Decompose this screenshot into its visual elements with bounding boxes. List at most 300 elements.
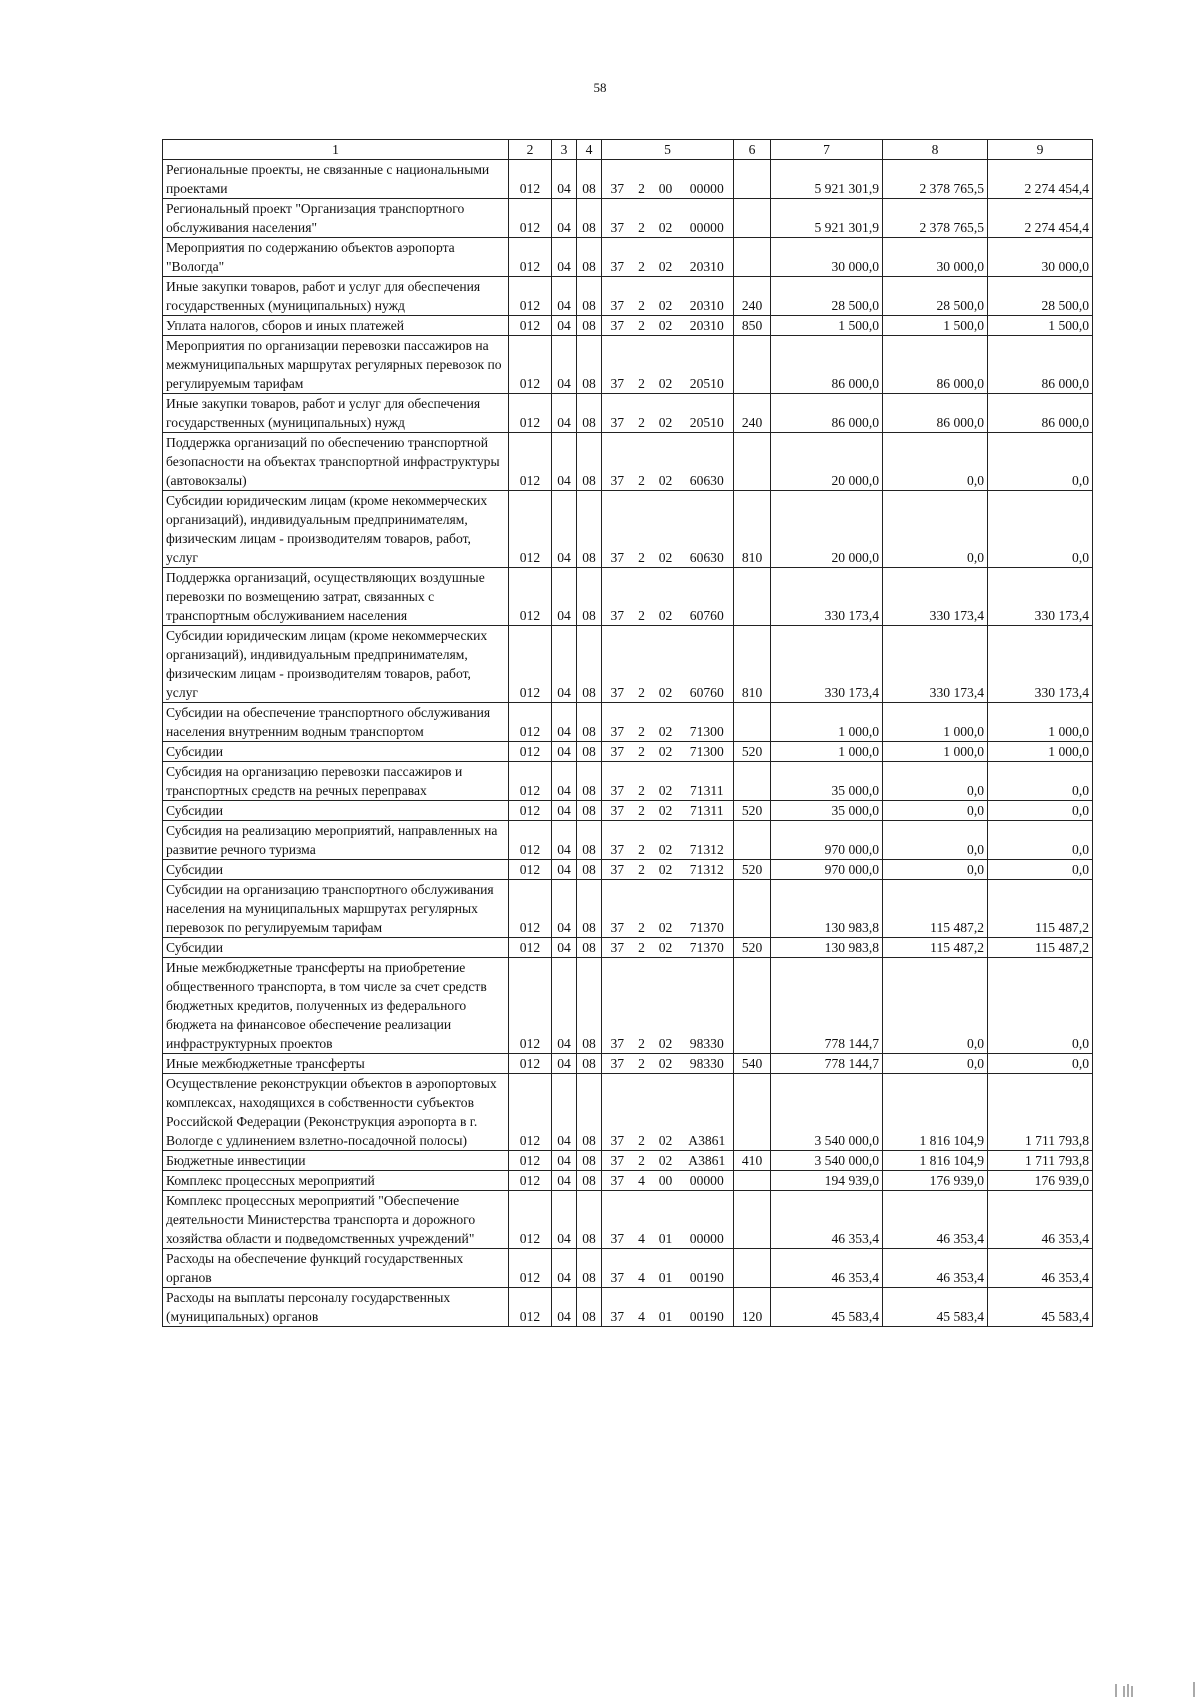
cell-col-3: 04 — [552, 1151, 577, 1171]
cell-col-4: 08 — [577, 938, 602, 958]
cell-col-4: 08 — [577, 742, 602, 762]
cell-col-5-part-1: 37 — [602, 821, 633, 860]
row-label: Расходы на выплаты персоналу государственных (муниципальных) органов — [163, 1288, 509, 1327]
cell-col-5-part-3: 02 — [651, 491, 681, 568]
cell-col-8: 0,0 — [883, 958, 988, 1054]
cell-col-2: 012 — [509, 958, 552, 1054]
cell-col-7: 1 000,0 — [771, 703, 883, 742]
cell-col-5-part-3: 02 — [651, 742, 681, 762]
cell-col-9: 0,0 — [988, 762, 1093, 801]
cell-col-4: 08 — [577, 860, 602, 880]
cell-col-8: 0,0 — [883, 1054, 988, 1074]
cell-col-6 — [734, 762, 771, 801]
cell-col-4: 08 — [577, 433, 602, 491]
cell-col-5-part-3: 02 — [651, 316, 681, 336]
cell-col-5-part-4: 00000 — [681, 160, 734, 199]
cell-col-9: 1 000,0 — [988, 703, 1093, 742]
cell-col-5-part-4: 71370 — [681, 880, 734, 938]
col-header-7: 7 — [771, 140, 883, 160]
cell-col-9: 86 000,0 — [988, 394, 1093, 433]
row-label: Субсидия на организацию перевозки пассажиров и транспортных средств на речных переправах — [163, 762, 509, 801]
cell-col-7: 30 000,0 — [771, 238, 883, 277]
cell-col-3: 04 — [552, 1054, 577, 1074]
cell-col-8: 1 000,0 — [883, 703, 988, 742]
cell-col-2: 012 — [509, 801, 552, 821]
cell-col-7: 970 000,0 — [771, 860, 883, 880]
cell-col-5-part-3: 02 — [651, 703, 681, 742]
cell-col-2: 012 — [509, 568, 552, 626]
cell-col-6 — [734, 238, 771, 277]
col-header-5: 5 — [602, 140, 734, 160]
cell-col-6 — [734, 821, 771, 860]
cell-col-7: 46 353,4 — [771, 1191, 883, 1249]
row-label: Субсидии юридическим лицам (кроме некоммерческих организаций), индивидуальным предпринимателям, физическим лицам - производителям товаров, работ, услуг — [163, 626, 509, 703]
cell-col-2: 012 — [509, 1074, 552, 1151]
cell-col-6: 520 — [734, 742, 771, 762]
cell-col-9: 46 353,4 — [988, 1249, 1093, 1288]
cell-col-7: 130 983,8 — [771, 938, 883, 958]
cell-col-5-part-2: 2 — [633, 801, 651, 821]
cell-col-7: 194 939,0 — [771, 1171, 883, 1191]
cell-col-5-part-2: 2 — [633, 199, 651, 238]
cell-col-5-part-1: 37 — [602, 1249, 633, 1288]
cell-col-2: 012 — [509, 626, 552, 703]
row-label: Иные межбюджетные трансферты — [163, 1054, 509, 1074]
cell-col-8: 176 939,0 — [883, 1171, 988, 1191]
cell-col-3: 04 — [552, 1171, 577, 1191]
cell-col-7: 1 500,0 — [771, 316, 883, 336]
cell-col-5-part-1: 37 — [602, 1171, 633, 1191]
table-row — [163, 568, 1093, 626]
cell-col-6 — [734, 958, 771, 1054]
cell-col-5-part-3: 02 — [651, 433, 681, 491]
col-header-2: 2 — [509, 140, 552, 160]
cell-col-6: 410 — [734, 1151, 771, 1171]
cell-col-9: 46 353,4 — [988, 1191, 1093, 1249]
row-label: Иные закупки товаров, работ и услуг для обеспечения государственных (муниципальных) нужд — [163, 394, 509, 433]
cell-col-2: 012 — [509, 394, 552, 433]
cell-col-7: 1 000,0 — [771, 742, 883, 762]
cell-col-5-part-3: 02 — [651, 860, 681, 880]
cell-col-8: 115 487,2 — [883, 938, 988, 958]
table-row — [163, 433, 1093, 491]
cell-col-9: 28 500,0 — [988, 277, 1093, 316]
cell-col-2: 012 — [509, 880, 552, 938]
cell-col-5-part-2: 2 — [633, 821, 651, 860]
table-row — [163, 958, 1093, 1054]
cell-col-9: 30 000,0 — [988, 238, 1093, 277]
cell-col-5-part-2: 2 — [633, 626, 651, 703]
cell-col-5-part-4: 60760 — [681, 568, 734, 626]
cell-col-6 — [734, 1249, 771, 1288]
cell-col-5-part-3: 01 — [651, 1249, 681, 1288]
table-row — [163, 821, 1093, 860]
cell-col-5-part-1: 37 — [602, 160, 633, 199]
cell-col-7: 3 540 000,0 — [771, 1074, 883, 1151]
cell-col-6 — [734, 1074, 771, 1151]
cell-col-5-part-1: 37 — [602, 801, 633, 821]
col-header-6: 6 — [734, 140, 771, 160]
cell-col-5-part-3: 02 — [651, 199, 681, 238]
cell-col-9: 1 711 793,8 — [988, 1074, 1093, 1151]
cell-col-5-part-4: 00000 — [681, 1191, 734, 1249]
budget-table — [162, 139, 1093, 1327]
cell-col-4: 08 — [577, 568, 602, 626]
row-label: Мероприятия по содержанию объектов аэропорта "Вологда" — [163, 238, 509, 277]
cell-col-5-part-3: 01 — [651, 1191, 681, 1249]
cell-col-2: 012 — [509, 336, 552, 394]
cell-col-7: 3 540 000,0 — [771, 1151, 883, 1171]
cell-col-5-part-2: 2 — [633, 316, 651, 336]
cell-col-6: 240 — [734, 394, 771, 433]
cell-col-8: 86 000,0 — [883, 336, 988, 394]
row-label: Мероприятия по организации перевозки пассажиров на межмуниципальных маршрутах регулярных перевозок по регулируемым тарифам — [163, 336, 509, 394]
cell-col-5-part-1: 37 — [602, 433, 633, 491]
cell-col-5-part-4: А3861 — [681, 1151, 734, 1171]
row-label: Субсидии — [163, 742, 509, 762]
cell-col-8: 1 816 104,9 — [883, 1074, 988, 1151]
cell-col-5-part-2: 2 — [633, 568, 651, 626]
cell-col-7: 45 583,4 — [771, 1288, 883, 1327]
cell-col-5-part-1: 37 — [602, 568, 633, 626]
cell-col-8: 28 500,0 — [883, 277, 988, 316]
col-header-8: 8 — [883, 140, 988, 160]
row-label: Комплекс процессных мероприятий — [163, 1171, 509, 1191]
cell-col-5-part-2: 4 — [633, 1191, 651, 1249]
row-label: Иные закупки товаров, работ и услуг для обеспечения государственных (муниципальных) нужд — [163, 277, 509, 316]
cell-col-7: 86 000,0 — [771, 336, 883, 394]
cell-col-4: 08 — [577, 703, 602, 742]
row-label: Поддержка организаций по обеспечению транспортной безопасности на объектах транспортной инфраструктуры (автовокзалы) — [163, 433, 509, 491]
cell-col-5-part-2: 4 — [633, 1171, 651, 1191]
cell-col-5-part-4: 71311 — [681, 801, 734, 821]
table-row — [163, 1151, 1093, 1171]
cell-col-7: 330 173,4 — [771, 626, 883, 703]
cell-col-7: 970 000,0 — [771, 821, 883, 860]
cell-col-5-part-1: 37 — [602, 938, 633, 958]
cell-col-5-part-4: 00000 — [681, 199, 734, 238]
cell-col-2: 012 — [509, 433, 552, 491]
cell-col-8: 45 583,4 — [883, 1288, 988, 1327]
table-row — [163, 762, 1093, 801]
cell-col-7: 130 983,8 — [771, 880, 883, 938]
cell-col-5-part-4: 60630 — [681, 491, 734, 568]
cell-col-2: 012 — [509, 491, 552, 568]
cell-col-5-part-4: 00190 — [681, 1249, 734, 1288]
cell-col-5-part-2: 2 — [633, 491, 651, 568]
table-row — [163, 626, 1093, 703]
cell-col-5-part-1: 37 — [602, 1054, 633, 1074]
cell-col-3: 04 — [552, 336, 577, 394]
cell-col-5-part-1: 37 — [602, 491, 633, 568]
cell-col-5-part-4: 98330 — [681, 1054, 734, 1074]
cell-col-9: 0,0 — [988, 821, 1093, 860]
cell-col-6 — [734, 568, 771, 626]
table-row — [163, 277, 1093, 316]
cell-col-5-part-1: 37 — [602, 1151, 633, 1171]
cell-col-5-part-2: 4 — [633, 1249, 651, 1288]
cell-col-5-part-2: 2 — [633, 1151, 651, 1171]
cell-col-6: 520 — [734, 801, 771, 821]
table-row — [163, 336, 1093, 394]
cell-col-9: 0,0 — [988, 1054, 1093, 1074]
cell-col-9: 0,0 — [988, 860, 1093, 880]
cell-col-5-part-4: 71312 — [681, 860, 734, 880]
cell-col-7: 35 000,0 — [771, 801, 883, 821]
cell-col-9: 115 487,2 — [988, 938, 1093, 958]
cell-col-5-part-4: А3861 — [681, 1074, 734, 1151]
cell-col-3: 04 — [552, 160, 577, 199]
cell-col-2: 012 — [509, 742, 552, 762]
cell-col-8: 30 000,0 — [883, 238, 988, 277]
cell-col-5-part-4: 60760 — [681, 626, 734, 703]
table-row — [163, 880, 1093, 938]
cell-col-4: 08 — [577, 958, 602, 1054]
cell-col-7: 35 000,0 — [771, 762, 883, 801]
cell-col-9: 176 939,0 — [988, 1171, 1093, 1191]
cell-col-3: 04 — [552, 568, 577, 626]
cell-col-9: 1 711 793,8 — [988, 1151, 1093, 1171]
table-row — [163, 1249, 1093, 1288]
row-label: Иные межбюджетные трансферты на приобретение общественного транспорта, в том числе за счет средств бюджетных кредитов, полученных из федерального бюджета на финансовое обеспечение реализации инфраструктурных проектов — [163, 958, 509, 1054]
cell-col-6 — [734, 1191, 771, 1249]
cell-col-9: 0,0 — [988, 801, 1093, 821]
cell-col-5-part-3: 02 — [651, 394, 681, 433]
cell-col-4: 08 — [577, 1074, 602, 1151]
table-row — [163, 1171, 1093, 1191]
cell-col-4: 08 — [577, 821, 602, 860]
cell-col-4: 08 — [577, 1191, 602, 1249]
cell-col-5-part-4: 71312 — [681, 821, 734, 860]
cell-col-8: 0,0 — [883, 433, 988, 491]
cell-col-3: 04 — [552, 238, 577, 277]
cell-col-3: 04 — [552, 703, 577, 742]
cell-col-5-part-4: 71300 — [681, 742, 734, 762]
cell-col-3: 04 — [552, 394, 577, 433]
cell-col-5-part-3: 01 — [651, 1288, 681, 1327]
cell-col-5-part-2: 2 — [633, 958, 651, 1054]
table-row — [163, 491, 1093, 568]
cell-col-5-part-2: 2 — [633, 238, 651, 277]
header-row — [163, 140, 1093, 160]
cell-col-5-part-2: 2 — [633, 762, 651, 801]
cell-col-6: 520 — [734, 860, 771, 880]
cell-col-5-part-4: 20310 — [681, 277, 734, 316]
cell-col-5-part-2: 2 — [633, 938, 651, 958]
cell-col-9: 45 583,4 — [988, 1288, 1093, 1327]
cell-col-8: 0,0 — [883, 860, 988, 880]
cell-col-4: 08 — [577, 1171, 602, 1191]
cell-col-5-part-2: 2 — [633, 742, 651, 762]
cell-col-3: 04 — [552, 199, 577, 238]
cell-col-9: 2 274 454,4 — [988, 199, 1093, 238]
row-label: Субсидии юридическим лицам (кроме некоммерческих организаций), индивидуальным предпринимателям, физическим лицам - производителям товаров, работ, услуг — [163, 491, 509, 568]
cell-col-4: 08 — [577, 316, 602, 336]
row-label: Региональные проекты, не связанные с национальными проектами — [163, 160, 509, 199]
row-label: Осуществление реконструкции объектов в аэропортовых комплексах, находящихся в собственности субъектов Российской Федерации (Реконструкция аэропорта в г. Вологде с удлинением взлетно-посадочной полосы) — [163, 1074, 509, 1151]
cell-col-8: 2 378 765,5 — [883, 160, 988, 199]
table-row — [163, 316, 1093, 336]
cell-col-4: 08 — [577, 277, 602, 316]
cell-col-2: 012 — [509, 821, 552, 860]
cell-col-2: 012 — [509, 238, 552, 277]
cell-col-2: 012 — [509, 1288, 552, 1327]
cell-col-9: 0,0 — [988, 491, 1093, 568]
cell-col-5-part-4: 20510 — [681, 336, 734, 394]
cell-col-5-part-1: 37 — [602, 860, 633, 880]
cell-col-5-part-1: 37 — [602, 1191, 633, 1249]
cell-col-6: 520 — [734, 938, 771, 958]
cell-col-3: 04 — [552, 742, 577, 762]
cell-col-3: 04 — [552, 938, 577, 958]
cell-col-5-part-1: 37 — [602, 238, 633, 277]
table-row — [163, 1191, 1093, 1249]
cell-col-5-part-3: 02 — [651, 626, 681, 703]
cell-col-4: 08 — [577, 1288, 602, 1327]
cell-col-6: 850 — [734, 316, 771, 336]
cell-col-2: 012 — [509, 1054, 552, 1074]
cell-col-7: 20 000,0 — [771, 491, 883, 568]
cell-col-3: 04 — [552, 762, 577, 801]
cell-col-9: 0,0 — [988, 433, 1093, 491]
cell-col-5-part-3: 02 — [651, 801, 681, 821]
row-label: Субсидии — [163, 938, 509, 958]
cell-col-3: 04 — [552, 821, 577, 860]
cell-col-4: 08 — [577, 394, 602, 433]
cell-col-4: 08 — [577, 238, 602, 277]
table-row — [163, 860, 1093, 880]
cell-col-3: 04 — [552, 433, 577, 491]
cell-col-5-part-1: 37 — [602, 958, 633, 1054]
table-row — [163, 199, 1093, 238]
col-header-3: 3 — [552, 140, 577, 160]
cell-col-6 — [734, 199, 771, 238]
cell-col-6 — [734, 336, 771, 394]
cell-col-8: 0,0 — [883, 762, 988, 801]
cell-col-5-part-3: 02 — [651, 1054, 681, 1074]
cell-col-5-part-1: 37 — [602, 199, 633, 238]
cell-col-6: 810 — [734, 491, 771, 568]
table-row — [163, 801, 1093, 821]
cell-col-3: 04 — [552, 1288, 577, 1327]
cell-col-6: 120 — [734, 1288, 771, 1327]
cell-col-2: 012 — [509, 199, 552, 238]
cell-col-4: 08 — [577, 336, 602, 394]
cell-col-5-part-3: 00 — [651, 160, 681, 199]
cell-col-5-part-3: 02 — [651, 821, 681, 860]
cell-col-6 — [734, 703, 771, 742]
cell-col-5-part-1: 37 — [602, 336, 633, 394]
cell-col-5-part-2: 2 — [633, 433, 651, 491]
cell-col-6: 240 — [734, 277, 771, 316]
row-label: Расходы на обеспечение функций государственных органов — [163, 1249, 509, 1288]
cell-col-5-part-4: 20310 — [681, 316, 734, 336]
cell-col-4: 08 — [577, 801, 602, 821]
cell-col-5-part-2: 2 — [633, 703, 651, 742]
cell-col-5-part-3: 02 — [651, 958, 681, 1054]
cell-col-4: 08 — [577, 491, 602, 568]
cell-col-5-part-4: 00190 — [681, 1288, 734, 1327]
cell-col-6 — [734, 880, 771, 938]
cell-col-5-part-3: 02 — [651, 880, 681, 938]
cell-col-3: 04 — [552, 860, 577, 880]
cell-col-5-part-1: 37 — [602, 316, 633, 336]
cell-col-8: 46 353,4 — [883, 1249, 988, 1288]
cell-col-5-part-3: 02 — [651, 1074, 681, 1151]
cell-col-9: 330 173,4 — [988, 626, 1093, 703]
cell-col-6: 540 — [734, 1054, 771, 1074]
cell-col-2: 012 — [509, 160, 552, 199]
table-row — [163, 703, 1093, 742]
cell-col-5-part-2: 2 — [633, 860, 651, 880]
cell-col-5-part-1: 37 — [602, 277, 633, 316]
cell-col-8: 46 353,4 — [883, 1191, 988, 1249]
cell-col-5-part-2: 2 — [633, 277, 651, 316]
cell-col-3: 04 — [552, 277, 577, 316]
table-row — [163, 238, 1093, 277]
cell-col-5-part-1: 37 — [602, 394, 633, 433]
cell-col-3: 04 — [552, 1191, 577, 1249]
cell-col-5-part-1: 37 — [602, 742, 633, 762]
cell-col-4: 08 — [577, 199, 602, 238]
cell-col-3: 04 — [552, 316, 577, 336]
cell-col-5-part-3: 02 — [651, 568, 681, 626]
cell-col-3: 04 — [552, 801, 577, 821]
cell-col-2: 012 — [509, 860, 552, 880]
cell-col-8: 2 378 765,5 — [883, 199, 988, 238]
cell-col-5-part-2: 2 — [633, 336, 651, 394]
cell-col-5-part-4: 00000 — [681, 1171, 734, 1191]
cell-col-5-part-3: 02 — [651, 277, 681, 316]
cell-col-5-part-4: 71300 — [681, 703, 734, 742]
cell-col-2: 012 — [509, 938, 552, 958]
col-header-1: 1 — [163, 140, 509, 160]
cell-col-9: 86 000,0 — [988, 336, 1093, 394]
row-label: Субсидии на организацию транспортного обслуживания населения на муниципальных маршрутах регулярных перевозок по регулируемым тарифам — [163, 880, 509, 938]
cell-col-7: 86 000,0 — [771, 394, 883, 433]
table-row — [163, 160, 1093, 199]
cell-col-3: 04 — [552, 1249, 577, 1288]
cell-col-5-part-2: 2 — [633, 1054, 651, 1074]
cell-col-9: 2 274 454,4 — [988, 160, 1093, 199]
cell-col-4: 08 — [577, 880, 602, 938]
cell-col-7: 778 144,7 — [771, 1054, 883, 1074]
cell-col-5-part-1: 37 — [602, 762, 633, 801]
row-label: Комплекс процессных мероприятий "Обеспечение деятельности Министерства транспорта и дорожного хозяйства области и подведомственных учреждений" — [163, 1191, 509, 1249]
cell-col-2: 012 — [509, 703, 552, 742]
cell-col-5-part-4: 71311 — [681, 762, 734, 801]
cell-col-2: 012 — [509, 316, 552, 336]
row-label: Бюджетные инвестиции — [163, 1151, 509, 1171]
cell-col-8: 86 000,0 — [883, 394, 988, 433]
cell-col-7: 5 921 301,9 — [771, 199, 883, 238]
cell-col-5-part-2: 2 — [633, 160, 651, 199]
cell-col-5-part-3: 02 — [651, 336, 681, 394]
cell-col-5-part-1: 37 — [602, 1074, 633, 1151]
cell-col-5-part-4: 60630 — [681, 433, 734, 491]
cell-col-9: 115 487,2 — [988, 880, 1093, 938]
scan-corner-marks — [1110, 1676, 1200, 1697]
cell-col-2: 012 — [509, 1191, 552, 1249]
cell-col-3: 04 — [552, 958, 577, 1054]
cell-col-8: 115 487,2 — [883, 880, 988, 938]
cell-col-4: 08 — [577, 160, 602, 199]
cell-col-9: 330 173,4 — [988, 568, 1093, 626]
cell-col-8: 0,0 — [883, 821, 988, 860]
table-row — [163, 1288, 1093, 1327]
cell-col-8: 1 000,0 — [883, 742, 988, 762]
table-row — [163, 1054, 1093, 1074]
